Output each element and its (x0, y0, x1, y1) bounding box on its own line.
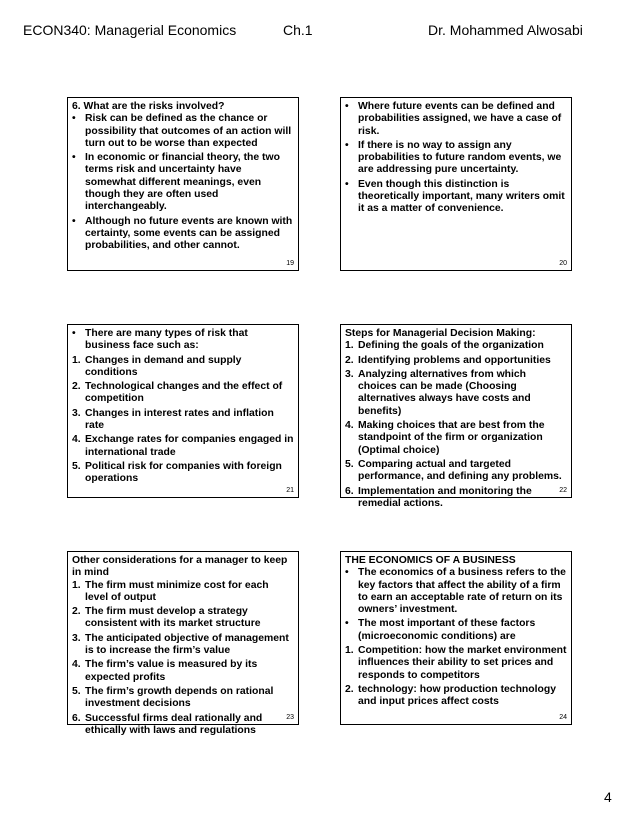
list-item: 2. Identifying problems and opportunities (345, 354, 551, 366)
list-item: 6. Implementation and monitoring the remedial actions. (345, 485, 532, 509)
slide-title: Other considerations for a manager to keep in mind (72, 555, 288, 579)
slide-title: THE ECONOMICS OF A BUSINESS (345, 555, 516, 566)
list-item: 5. The firm’s growth depends on rational investment decisions (72, 685, 274, 710)
list-item: 6. Successful firms deal rationally and ethically with laws and regulations (72, 712, 263, 736)
list-item: 4. Exchange rates for companies engaged in international trade (72, 434, 294, 458)
list-item: 3. The anticipated objective of management is to increase the firm’s value (72, 632, 289, 657)
slide-list (72, 580, 294, 738)
list-item: • Risk can be defined as the chance or possibility that outcomes of an action will turn out to be worse than expected (72, 113, 292, 149)
slide-19 (67, 97, 299, 271)
instructor-name: Dr. Mohammed Alwosabi (428, 22, 583, 38)
list-item: 1. The firm must minimize cost for each level of output (72, 579, 269, 603)
slide-number: 23 (286, 714, 294, 721)
slide-list (345, 101, 567, 216)
list-item: • There are many types of risk that business face such as: (72, 328, 248, 352)
list-item: 4. Making choices that are best from the standpoint of the firm or organization (Optimal choice) (345, 420, 545, 456)
slide-number: 19 (286, 260, 294, 267)
slide-title: Steps for Managerial Decision Making: (345, 328, 536, 339)
list-item: 1. Changes in demand and supply conditions (72, 354, 242, 378)
slide-21 (67, 324, 299, 498)
slide-number: 24 (559, 714, 567, 721)
list-item: • Although no future events are known with certainty, some events can be assigned probabilities, and other cannot. (72, 215, 293, 252)
list-item: • Where future events can be defined and probabilities assigned, we have a case of risk. (345, 101, 562, 137)
list-item: 1. Competition: how the market environment influences their ability to set prices and responds to competitors (345, 645, 567, 681)
list-item: • Even though this distinction is theoretically important, many writers omit it as a matter of convenience. (345, 178, 565, 215)
slide-number: 20 (559, 260, 567, 267)
slide-list (72, 328, 294, 486)
slide-number: 21 (286, 487, 294, 494)
page-number: 4 (604, 789, 612, 805)
slide-20 (340, 97, 572, 271)
slide-23 (67, 551, 299, 736)
slide-list (345, 567, 567, 708)
slide-title: 6. What are the risks involved? (72, 101, 225, 112)
list-item: • The economics of a business refers to the key factors that affect the ability of a firm to earn an acceptable rate of return on its owners’ investment. (345, 567, 566, 616)
slide-24 (340, 551, 572, 725)
list-item: • In economic or financial theory, the two terms risk and uncertainty have somewhat different meanings, even though they are often used interchangeably. (72, 152, 280, 213)
list-item: • The most important of these factors (microeconomic conditions) are (345, 618, 536, 642)
list-item: 2. Technological changes and the effect of competition (72, 381, 283, 405)
list-item: 5. Political risk for companies with foreign operations (72, 460, 282, 485)
list-item: 3. Analyzing alternatives from which choices can be made (Choosing alternatives always have costs and benefits) (345, 368, 531, 417)
list-item: 2. technology: how production technology and input prices affect costs (345, 683, 556, 708)
list-item: 3. Changes in interest rates and inflation rate (72, 407, 274, 432)
slide-list (345, 340, 567, 510)
course-title: ECON340: Managerial Economics (23, 22, 237, 38)
list-item: 2. The firm must develop a strategy consistent with its market structure (72, 606, 261, 630)
list-item: 1. Defining the goals of the organization (345, 340, 544, 352)
list-item: 5. Comparing actual and targeted performance, and defining any problems. (345, 458, 562, 483)
chapter-label: Ch.1 (283, 22, 313, 38)
slide-number: 22 (559, 487, 567, 494)
slide-list (72, 113, 294, 252)
list-item: • If there is no way to assign any probabilities to future random events, we are addressing pure uncertainty. (345, 139, 562, 176)
slide-22 (340, 324, 572, 509)
list-item: 4. The firm’s value is measured by its expected profits (72, 659, 258, 683)
